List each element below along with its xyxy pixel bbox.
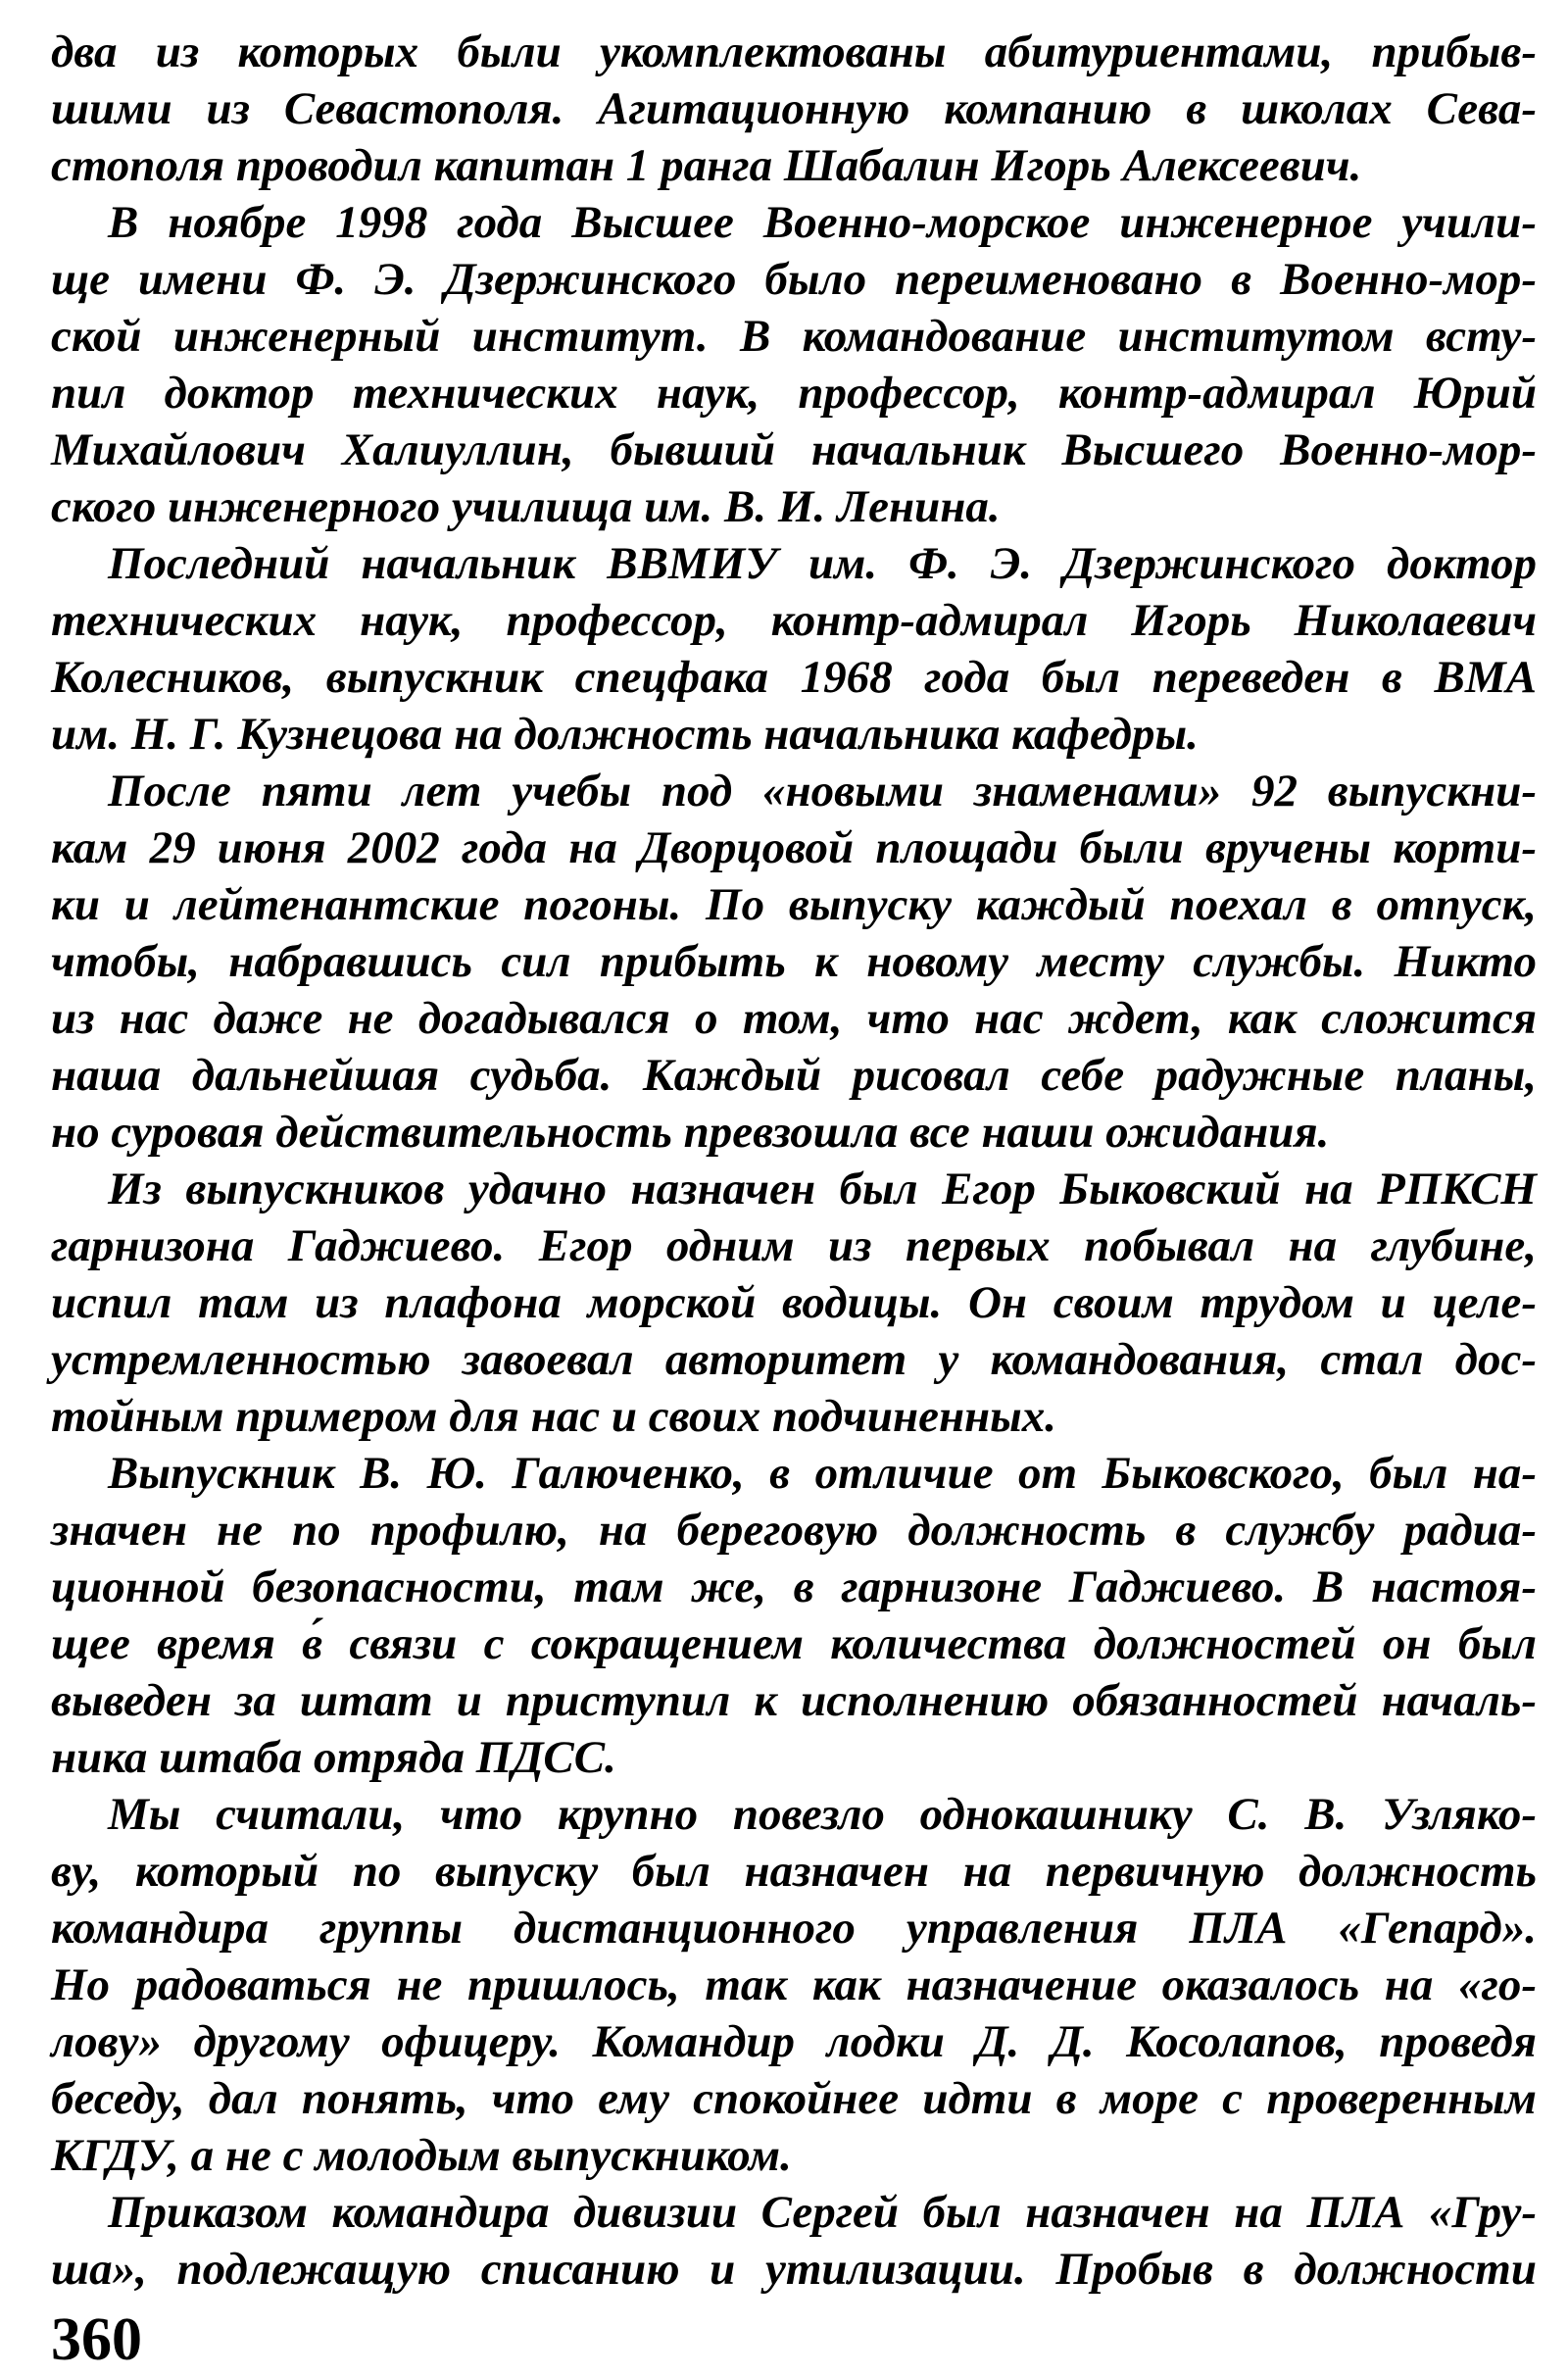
text-line: шими из Севастополя. Агитационную компанию в школах Сева- [51,83,1537,134]
text-line: щее время в́ связи с сокращением количества должностей он был [51,1618,1537,1669]
text-line: стополя проводил капитан 1 ранга Шабалин Игорь Алексеевич. [51,140,1362,191]
text-line: лову» другому офицеру. Командир лодки Д. Д. Косолапов, проведя [51,2016,1537,2067]
text-line: пил доктор технических наук, профессор, контр-адмирал Юрий [51,368,1537,419]
text-line: выведен за штат и приступил к исполнению обязанностей началь- [51,1675,1537,1726]
text-line: Последний начальник ВВМИУ им. Ф. Э. Дзержинского доктор [108,538,1537,589]
text-block [51,24,1537,2298]
text-line: КГДУ, а не с молодым выпускником. [51,2130,792,2181]
text-line: ву, который по выпуску был назначен на первичную должность [51,1846,1537,1897]
text-line: испил там из плафона морской водицы. Он своим трудом и целе- [51,1277,1537,1328]
text-line: командира группы дистанционного управления ПЛА «Гепард». [51,1903,1537,1954]
text-line: два из которых были укомплектованы абитуриентами, прибыв- [51,26,1537,77]
text-line: значен не по профилю, на береговую должность в службу радиа- [51,1505,1537,1556]
text-line: гарнизона Гаджиево. Егор одним из первых побывал на глубине, [51,1220,1537,1271]
text-line: Приказом командира дивизии Сергей был назначен на ПЛА «Гру- [108,2187,1537,2238]
text-line: ки и лейтенантские погоны. По выпуску каждый поехал в отпуск, [51,879,1537,930]
page-number: 360 [51,2306,142,2373]
text-line: ского инженерного училища им. В. И. Ленина. [51,481,1001,532]
text-line: После пяти лет учебы под «новыми знаменами» 92 выпускни- [108,766,1537,817]
text-line: технических наук, профессор, контр-адмирал Игорь Николаевич [51,595,1537,646]
text-line: ской инженерный институт. В командование институтом всту- [51,311,1537,362]
text-line: тойным примером для нас и своих подчиненных. [51,1391,1056,1442]
text-line: ша», подлежащую списанию и утилизации. Пробыв в должности [51,2244,1537,2295]
text-line: из нас даже не догадывался о том, что нас ждет, как сложится [51,993,1537,1044]
text-line: Из выпускников удачно назначен был Егор Быковский на РПКСН [108,1164,1537,1214]
text-line: кам 29 июня 2002 года на Дворцовой площади были вручены корти- [51,822,1537,873]
text-line: ционной безопасности, там же, в гарнизоне Гаджиево. В настоя- [51,1561,1537,1612]
text-line: но суровая действительность превзошла все наши ожидания. [51,1107,1330,1158]
text-line: Выпускник В. Ю. Галюченко, в отличие от Быковского, был на- [108,1448,1537,1499]
text-line: устремленностью завоевал авторитет у командования, стал дос- [51,1334,1537,1385]
text-line: В ноябре 1998 года Высшее Военно-морское инженерное учили- [108,197,1537,248]
text-line: ника штаба отряда ПДСС. [51,1732,616,1783]
text-line: Мы считали, что крупно повезло однокашнику С. В. Узляко- [108,1789,1537,1840]
text-line: ще имени Ф. Э. Дзержинского было переименовано в Военно-мор- [51,254,1537,305]
text-line: Но радоваться не пришлось, так как назначение оказалось на «го- [51,1959,1537,2010]
text-line: Михайлович Халиуллин, бывший начальник Высшего Военно-мор- [51,424,1537,475]
text-line: беседу, дал понять, что ему спокойнее идти в море с проверенным [51,2073,1537,2124]
text-line: наша дальнейшая судьба. Каждый рисовал себе радужные планы, [51,1050,1537,1101]
text-line: Колесников, выпускник спецфака 1968 года был переведен в ВМА [51,652,1537,703]
text-line: им. Н. Г. Кузнецова на должность начальника кафедры. [51,709,1199,760]
text-line: чтобы, набравшись сил прибыть к новому месту службы. Никто [51,936,1537,987]
